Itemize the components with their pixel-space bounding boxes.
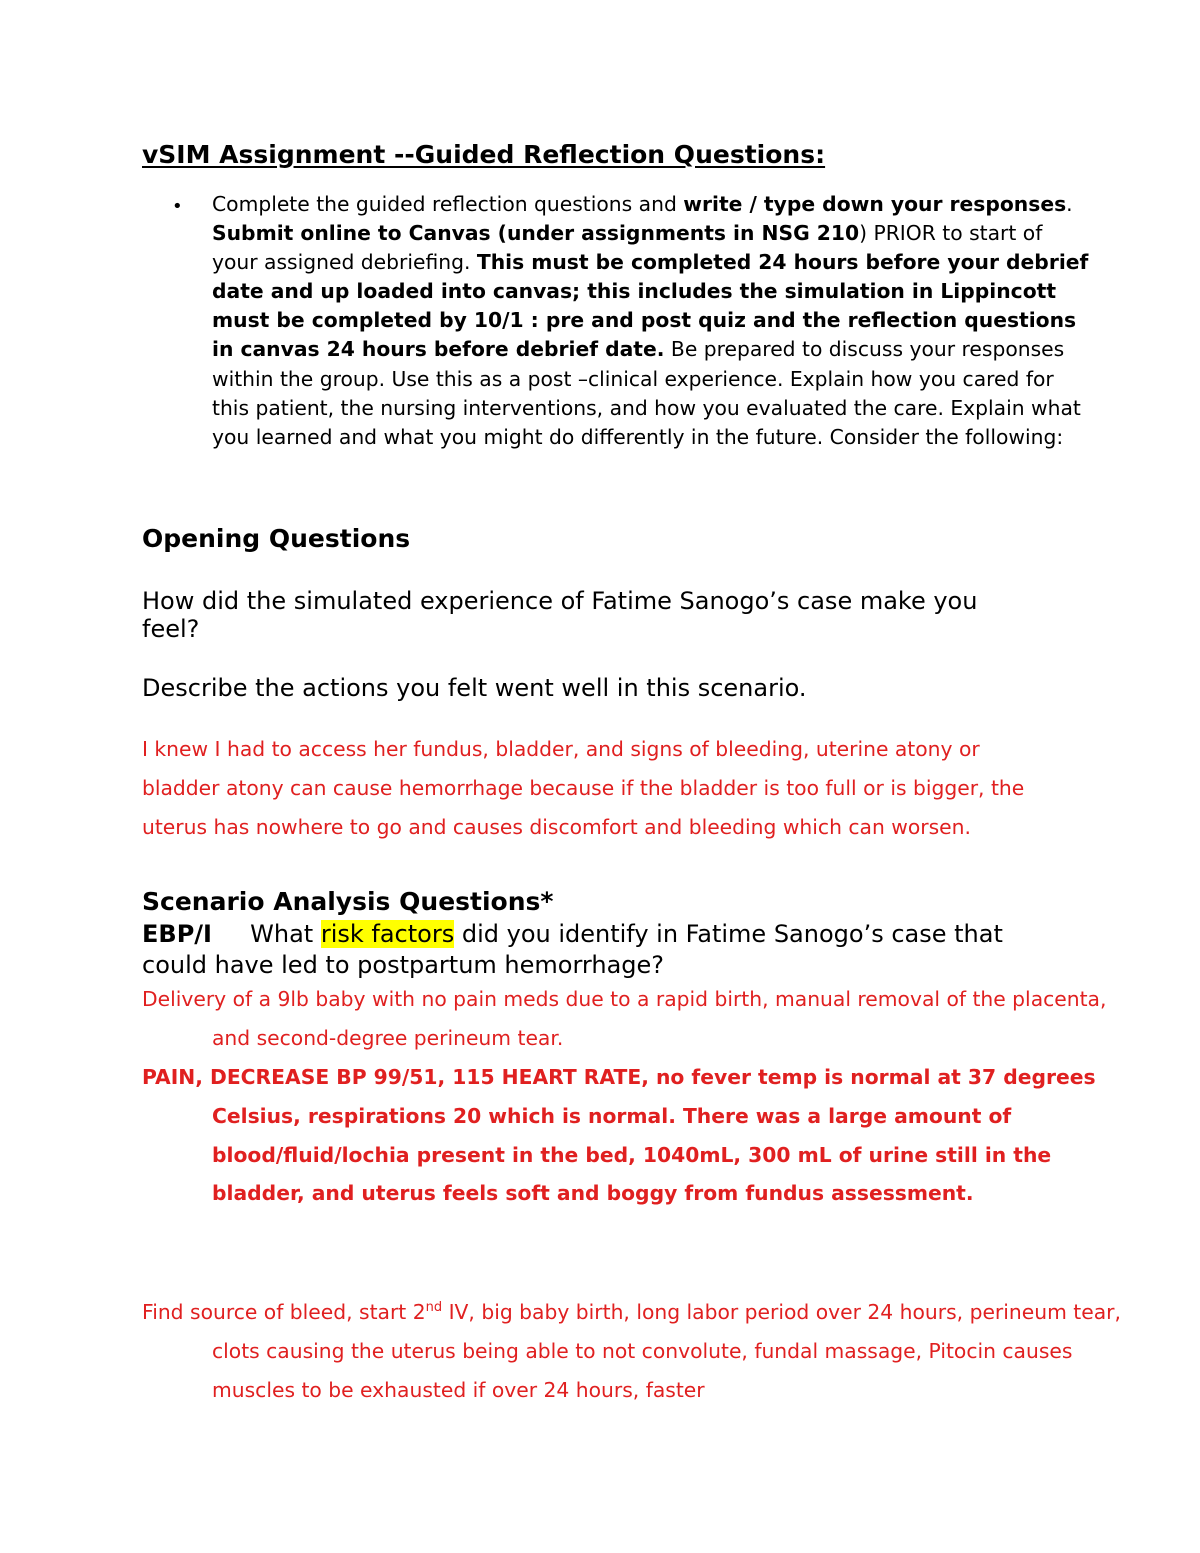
answer-risk-1: Delivery of a 9lb baby with no pain meds due to a rapid birth, manual removal of the placenta, and second-degree perineum tear. [142,987,1107,1050]
instr-bold-1: write / type down your responses [683,192,1067,216]
instr-text-4: Be prepared to discuss your responses within the group. Use this as a post –clinical experience. Explain how you cared for this patient, the nursing interventions, and how you evaluated the care. Explain what you learned and what you might do differently in the future. Consider the following: [212,337,1081,449]
answer-risk-3-post: IV, big baby birth, long labor period over 24 hours, perineum tear, clots causing the uterus being able to not convolute, fundal massage, Pitocin causes muscles to be exhausted if over 24 hours, faster [212,1300,1121,1402]
question-actions: Describe the actions you felt went well in this scenario. [142,674,807,702]
bullet-marker: • [172,196,183,217]
instr-bold-2: Submit online to Canvas (under assignments in NSG 210 [212,221,860,246]
ebp-text-post: did you identify in Fatime Sanogo’s case that could have led to postpartum hemorrhage? [142,920,1003,979]
answer-risk-3 [142,1293,1142,1409]
answer-risk-2: PAIN, DECREASE BP 99/51, 115 HEART RATE, no fever temp is normal at 37 degrees Celsius, respirations 20 which is normal. There was a large amount of blood/fluid/lochia present in the bed, 1040mL, 300 mL of urine still in the bladder, and uterus feels soft and boggy from fundus assessment. [142,1065,1096,1206]
opening-questions-heading: Opening Questions [142,524,411,553]
instructions-paragraph [212,190,1092,452]
instr-text-1: Complete the guided reflection questions and [212,192,684,216]
answer-actions: I knew I had to access her fundus, bladder, and signs of bleeding, uterine atony or bladder atony can cause hemorrhage because if the bladder is too full or is bigger, the uterus has nowhere to go and causes discomfort and bleeding which can worsen. [142,737,1025,839]
ebp-question [142,919,1062,981]
ebp-text-pre: What [250,920,321,948]
answer-risk-3-pre: Find source of bleed, start 2 [142,1300,426,1324]
instr-text-2: . [1066,192,1073,216]
document-title: vSIM Assignment --Guided Reflection Questions: [142,140,826,169]
ebp-highlight: risk factors [320,920,455,948]
ebp-tag: EBP/I [142,920,212,948]
instr-text-3: ) PRIOR to start of your assigned debriefing. [212,221,1043,275]
instr-bold-3: This must be completed 24 hours before your debrief date and up loaded into canvas; this includes the simulation in Lippincott must be completed by 10/1 : pre and post quiz and the reflection questions in canvas 24 hours before debrief date. [212,250,1089,362]
scenario-analysis-heading: Scenario Analysis Questions* [142,887,554,916]
answer-risk-3-sup: nd [425,1300,443,1316]
question-feel: How did the simulated experience of Fatime Sanogo’s case make you feel? [142,587,978,643]
